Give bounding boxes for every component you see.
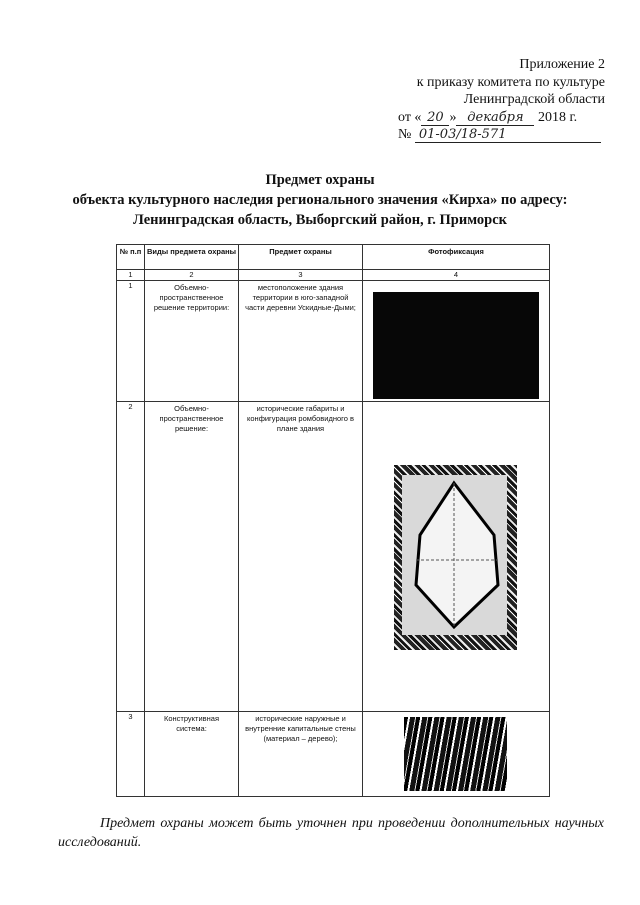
header-number: № п.п (117, 245, 145, 270)
row-kind (145, 402, 239, 712)
photo-walls (404, 717, 507, 791)
row-subject-text: исторические габариты и конфигурация ромбовидного в плане здания (247, 404, 354, 433)
row-photo (363, 712, 550, 797)
date-prefix: от « (398, 109, 422, 125)
approval-number (370, 126, 605, 144)
document-title (40, 170, 600, 230)
row-subject (239, 402, 363, 712)
rhombus-plan-drawing (402, 475, 507, 635)
table-row (117, 402, 550, 712)
protection-subject-table (116, 244, 550, 797)
approval-line-3: Ленинградской области (463, 92, 605, 107)
approval-date (370, 109, 605, 127)
header-kind: Виды предмета охраны (145, 245, 239, 270)
row-kind-text: Объемно-пространственное решение: (159, 404, 224, 433)
header-photo: Фотофиксация (363, 245, 550, 270)
row-subject-text: исторические наружные и внутренние капитальные стены (материал – дерево); (245, 714, 356, 743)
date-mid: » (449, 109, 457, 125)
row-number: 1 (117, 281, 145, 402)
row-subject-text: местоположение здания территории в юго-западной части деревни Ускидные-Дыми; (245, 283, 356, 312)
photo-building-plan (394, 465, 517, 650)
header-subject: Предмет охраны (239, 245, 363, 270)
col-number-1: 1 (117, 270, 145, 281)
table-row (117, 712, 550, 797)
col-number-4: 4 (363, 270, 550, 281)
date-month: декабря (456, 111, 534, 126)
row-number: 3 (117, 712, 145, 797)
row-photo (363, 281, 550, 402)
table-row (117, 281, 550, 402)
approval-block (370, 56, 605, 144)
number-prefix: № (398, 127, 412, 142)
footer-note: Предмет охраны может быть уточнен при проведении дополнительных научных исследований. (58, 816, 604, 850)
col-number-2: 2 (145, 270, 239, 281)
date-year: 2018 г. (537, 109, 578, 125)
row-subject (239, 281, 363, 402)
row-photo (363, 402, 550, 712)
approval-line-1: Приложение 2 (519, 57, 605, 72)
number-value: 01-03/18-571 (415, 128, 601, 143)
title-line-1: Предмет охраны (265, 172, 375, 188)
row-kind-text: Конструктивная система: (163, 714, 220, 733)
row-kind-text: Объемно-пространственное решение территории: (153, 283, 230, 312)
row-kind (145, 712, 239, 797)
row-number: 2 (117, 402, 145, 712)
table-header-row (117, 245, 550, 270)
title-line-3: Ленинградская область, Выборгский район, г. Приморск (132, 212, 507, 228)
date-day: 20 (421, 111, 449, 126)
approval-line-2: к приказу комитета по культуре (416, 74, 605, 90)
row-kind (145, 281, 239, 402)
title-line-2: объекта культурного наследия регионального значения «Кирха» по адресу: (72, 192, 568, 208)
table-column-numbers-row (117, 270, 550, 281)
row-subject (239, 712, 363, 797)
col-number-3: 3 (239, 270, 363, 281)
photo-territory (373, 292, 539, 399)
